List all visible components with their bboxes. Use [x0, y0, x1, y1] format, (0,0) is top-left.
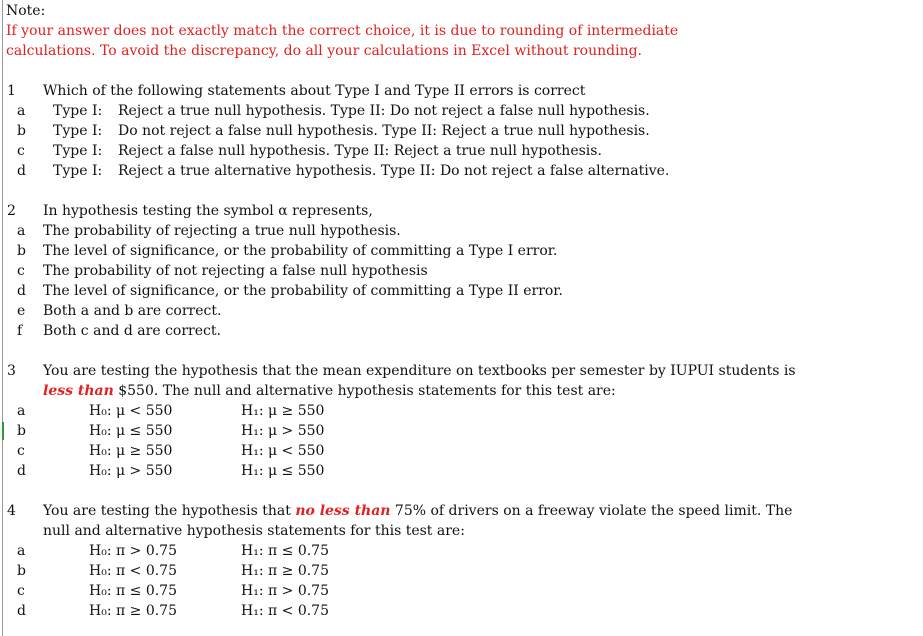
option-letter: c: [17, 263, 25, 279]
alternative-hypothesis: H₁: π ≥ 0.75: [241, 563, 329, 579]
option-text: Do not reject a false null hypothesis. Type II: Reject a true null hypothesis.: [118, 123, 650, 139]
option-text: The probability of rejecting a true null hypothesis.: [43, 223, 401, 239]
option-letter: d: [17, 603, 26, 619]
option-label: Type I:: [53, 103, 103, 119]
null-hypothesis: H₀: μ ≥ 550: [89, 443, 173, 459]
alternative-hypothesis: H₁: π > 0.75: [241, 583, 329, 599]
q3-emphasis: less than: [43, 383, 114, 399]
option-label: Type I:: [53, 143, 103, 159]
option-letter: b: [17, 243, 26, 259]
q4-number: 4: [7, 503, 16, 519]
alternative-hypothesis: H₁: μ < 550: [241, 443, 325, 459]
q4-question-line-2: null and alternative hypothesis statements for this test are:: [43, 523, 465, 539]
null-hypothesis: H₀: π ≥ 0.75: [89, 603, 177, 619]
column-border: [2, 0, 3, 636]
option-letter: c: [17, 583, 25, 599]
null-hypothesis: H₀: π < 0.75: [89, 563, 177, 579]
option-text: Reject a false null hypothesis. Type II: Reject a true null hypothesis.: [118, 143, 602, 159]
alternative-hypothesis: H₁: μ ≤ 550: [241, 463, 325, 479]
option-label: Type I:: [53, 123, 103, 139]
selected-cell-marker: [2, 422, 4, 440]
null-hypothesis: H₀: μ < 550: [89, 403, 173, 419]
q3-question-line-1: You are testing the hypothesis that the mean expenditure on textbooks per semester by IUPUI students is: [43, 363, 796, 379]
option-text: The level of significance, or the probability of committing a Type II error.: [43, 283, 563, 299]
null-hypothesis: H₀: μ > 550: [89, 463, 173, 479]
option-letter: a: [17, 543, 26, 559]
q2-number: 2: [7, 203, 16, 219]
alternative-hypothesis: H₁: μ ≥ 550: [241, 403, 325, 419]
option-letter: b: [17, 123, 26, 139]
q3-question-line-2: [43, 381, 616, 401]
note-title: Note:: [6, 3, 46, 19]
option-letter: a: [17, 223, 26, 239]
option-letter: a: [17, 403, 26, 419]
q4-question-post: 75% of drivers on a freeway violate the speed limit. The: [390, 503, 793, 519]
note-text-1: If your answer does not exactly match the correct choice, it is due to rounding of intermediate: [6, 23, 679, 39]
q2-question: In hypothesis testing the symbol α represents,: [43, 203, 373, 219]
option-letter: b: [17, 423, 26, 439]
option-text: Both c and d are correct.: [43, 323, 221, 339]
q1-number: 1: [7, 83, 16, 99]
option-letter: e: [17, 303, 26, 319]
q4-emphasis: no less than: [295, 503, 391, 519]
q4-question-pre: You are testing the hypothesis that: [43, 503, 296, 519]
q3-number: 3: [7, 363, 16, 379]
null-hypothesis: H₀: μ ≤ 550: [89, 423, 173, 439]
option-text: Reject a true alternative hypothesis. Type II: Do not reject a false alternative.: [118, 163, 670, 179]
option-letter: c: [17, 443, 25, 459]
option-text: The probability of not rejecting a false null hypothesis: [43, 263, 428, 279]
option-text: Both a and b are correct.: [43, 303, 222, 319]
q4-question-line-1: [43, 501, 792, 521]
alternative-hypothesis: H₁: μ > 550: [241, 423, 325, 439]
option-text: Reject a true null hypothesis. Type II: Do not reject a false null hypothesis.: [118, 103, 650, 119]
note-text-2: calculations. To avoid the discrepancy, do all your calculations in Excel without rounding.: [6, 43, 643, 59]
option-letter: a: [17, 103, 26, 119]
q3-question-rest: $550. The null and alternative hypothesis statements for this test are:: [113, 383, 616, 399]
alternative-hypothesis: H₁: π ≤ 0.75: [241, 543, 329, 559]
option-letter: c: [17, 143, 25, 159]
null-hypothesis: H₀: π ≤ 0.75: [89, 583, 177, 599]
alternative-hypothesis: H₁: π < 0.75: [241, 603, 329, 619]
option-letter: d: [17, 463, 26, 479]
option-text: The level of significance, or the probability of committing a Type I error.: [43, 243, 558, 259]
null-hypothesis: H₀: π > 0.75: [89, 543, 177, 559]
option-letter: b: [17, 563, 26, 579]
option-letter: d: [17, 283, 26, 299]
option-label: Type I:: [53, 163, 103, 179]
option-letter: d: [17, 163, 26, 179]
option-letter: f: [17, 323, 23, 339]
q1-question: Which of the following statements about Type I and Type II errors is correct: [43, 83, 586, 99]
